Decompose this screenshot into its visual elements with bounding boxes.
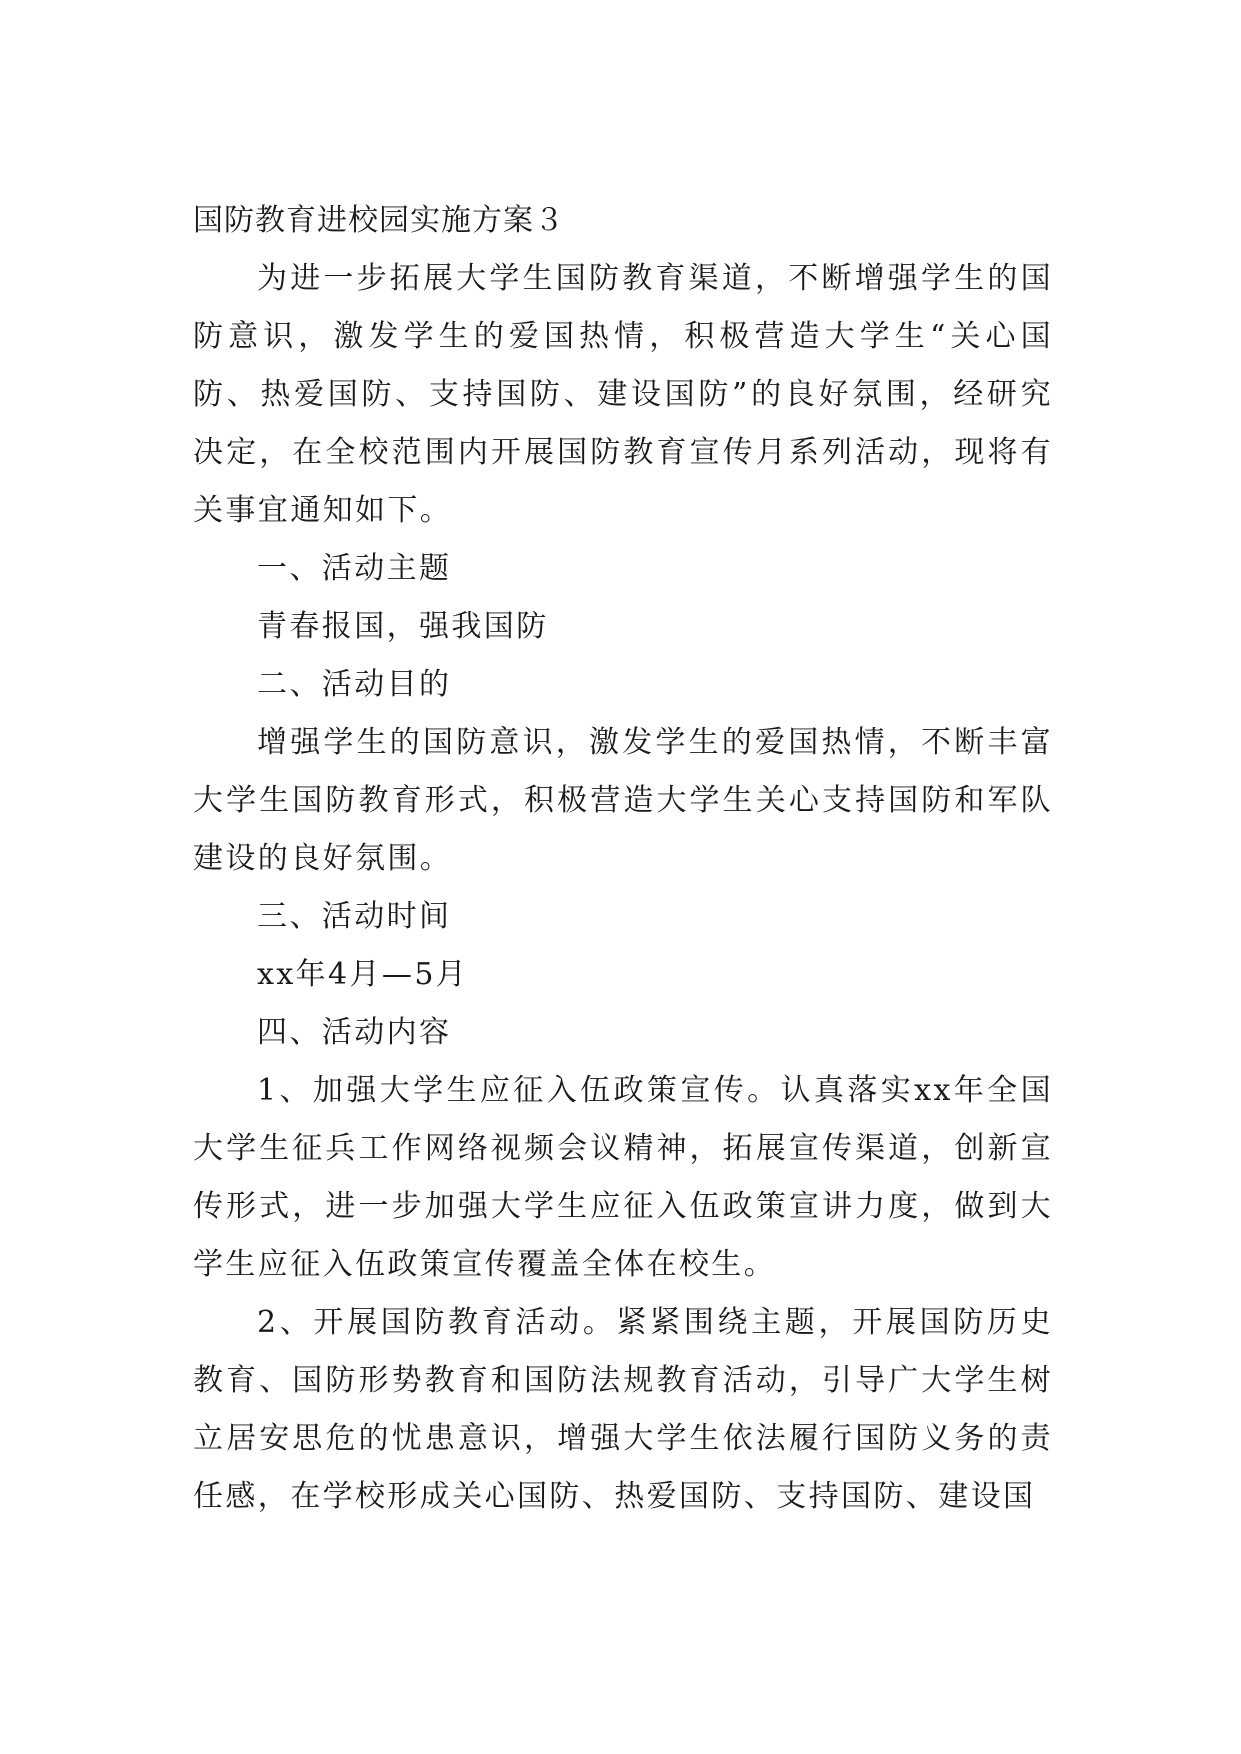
content-item-1: 1、加强大学生应征入伍政策宣传。认真落实xx年全国大学生征兵工作网络视频会议精神，拓展宣传渠道，创新宣传形式，进一步加强大学生应征入伍政策宣讲力度，做到大学生应征入伍政策宣传覆盖全体在校生。 xyxy=(193,1073,1053,1282)
section-body-purpose: 增强学生的国防意识，激发学生的爱国热情，不断丰富大学生国防教育形式，积极营造大学生关心支持国防和军队建设的良好氛围。 xyxy=(193,725,1053,876)
section-heading-theme: 一、活动主题 xyxy=(257,551,452,586)
section-heading-time: 三、活动时间 xyxy=(257,899,452,934)
content-item-2: 2、开展国防教育活动。紧紧围绕主题，开展国防历史教育、国防形势教育和国防法规教育活动，引导广大学生树立居安思危的忧患意识，增强大学生依法履行国防义务的责任感，在学校形成关心国防、热爱国防、支持国防、建设国 xyxy=(193,1305,1053,1514)
section-body-time: xx年4月—5月 xyxy=(257,957,469,992)
document-title: 国防教育进校园实施方案３ xyxy=(193,203,565,238)
document-body xyxy=(193,192,1053,1526)
section-heading-purpose: 二、活动目的 xyxy=(257,667,452,702)
section-body-theme: 青春报国，强我国防 xyxy=(257,609,549,644)
intro-paragraph: 为进一步拓展大学生国防教育渠道，不断增强学生的国防意识，激发学生的爱国热情，积极营造大学生“关心国防、热爱国防、支持国防、建设国防”的良好氛围，经研究决定，在全校范围内开展国防教育宣传月系列活动，现将有关事宜通知如下。 xyxy=(193,261,1053,528)
section-heading-content: 四、活动内容 xyxy=(257,1015,452,1050)
